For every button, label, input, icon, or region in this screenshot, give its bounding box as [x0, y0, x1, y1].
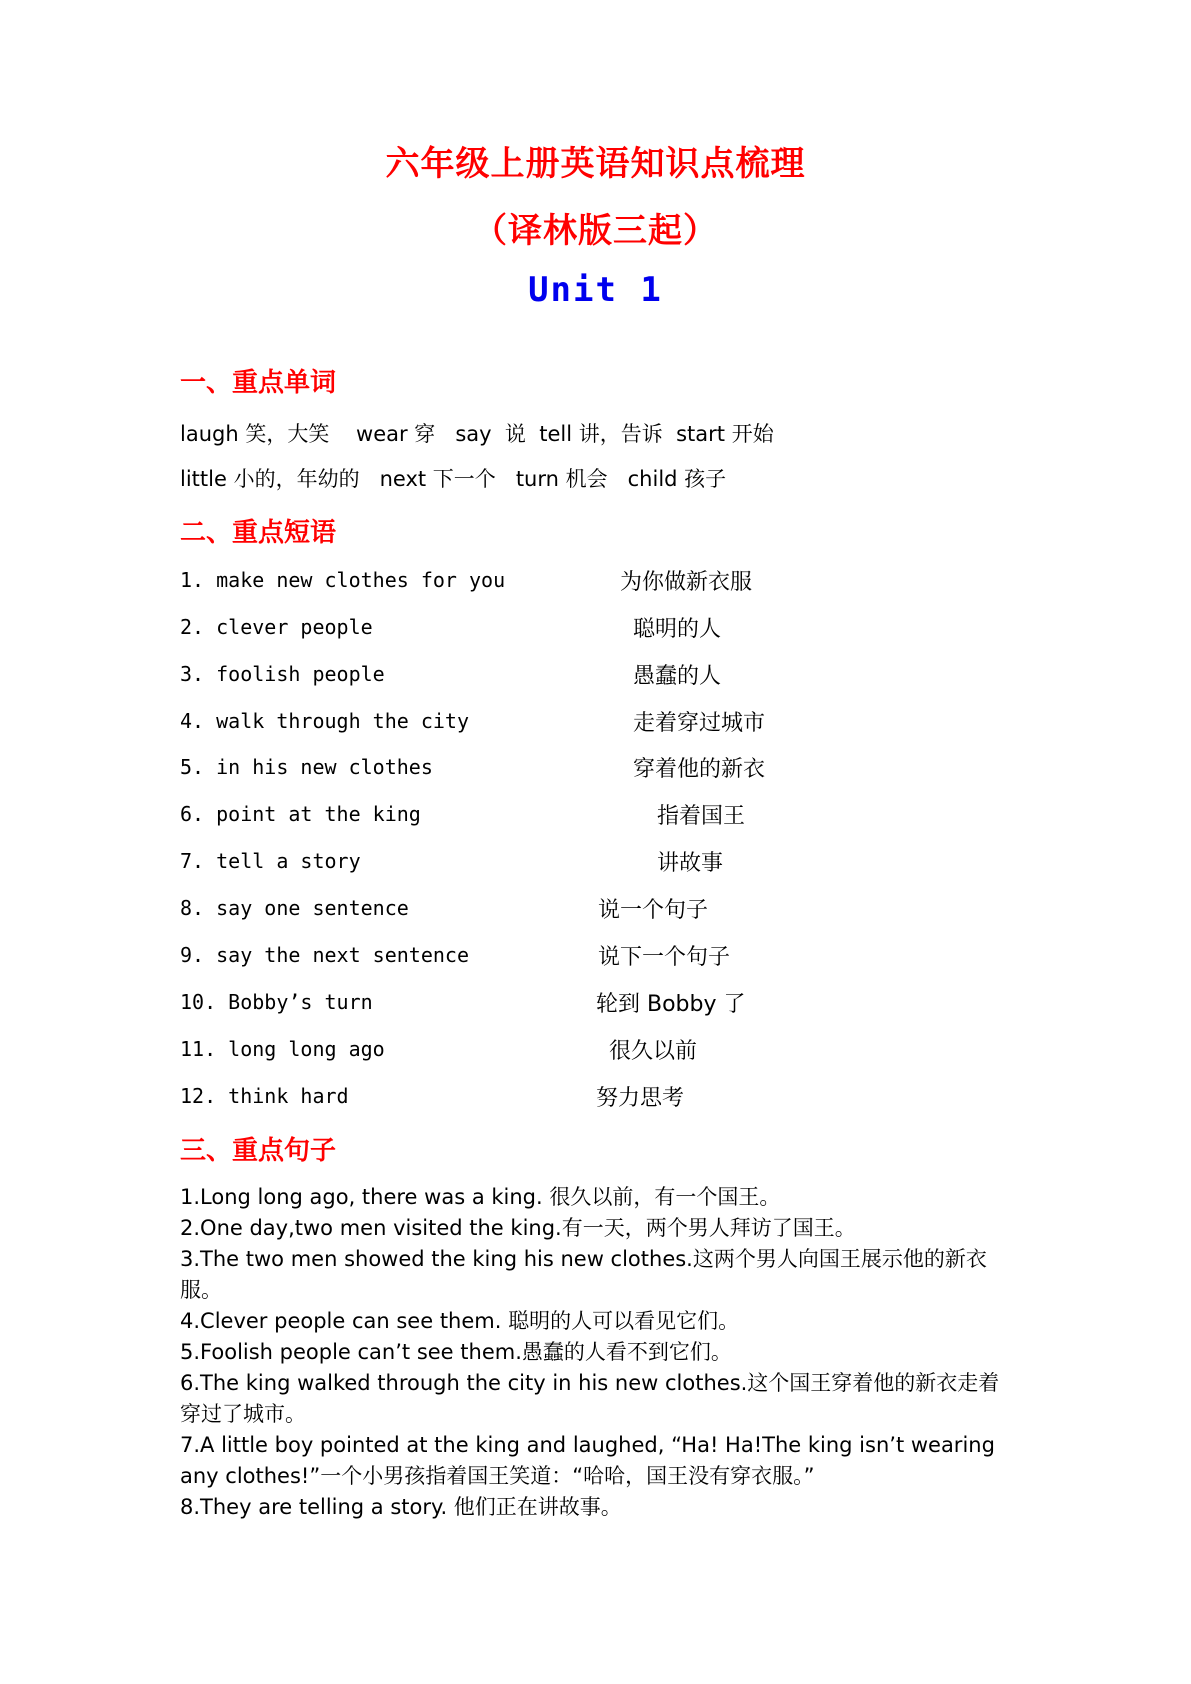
- phrase-en: 1. make new clothes for you: [180, 568, 506, 592]
- sentence-item: 1.Long long ago, there was a king. 很久以前，有一个国王。: [180, 1185, 781, 1209]
- phrase-zh: 讲故事: [657, 851, 724, 876]
- sentence-item: 4.Clever people can see them. 聪明的人可以看见它们。: [180, 1309, 740, 1333]
- section-heading-sentences: 三、重点句子: [180, 1136, 337, 1166]
- phrase-zh: 走着穿过城市: [633, 711, 766, 736]
- phrase-zh: 努力思考: [596, 1086, 685, 1111]
- phrase-zh: 愚蠢的人: [633, 664, 722, 689]
- document-subtitle: （译林版三起）: [473, 211, 718, 251]
- phrase-en: 12. think hard: [180, 1084, 349, 1108]
- phrase-en: 7. tell a story: [180, 849, 361, 873]
- section-heading-phrases: 二、重点短语: [180, 518, 337, 548]
- section-heading-words: 一、重点单词: [180, 368, 337, 398]
- sentence-item: 5.Foolish people can’t see them.愚蠢的人看不到它们。: [180, 1340, 732, 1364]
- phrase-zh: 轮到 Bobby 了: [596, 992, 746, 1017]
- sentence-item: 3.The two men showed the king his new clothes.这两个男人向国王展示他的新衣服。: [180, 1247, 987, 1302]
- phrase-en: 5. in his new clothes: [180, 755, 433, 779]
- phrase-en: 9. say the next sentence: [180, 943, 469, 967]
- words-row-2: little 小的，年幼的 next 下一个 turn 机会 child 孩子: [180, 467, 727, 491]
- sentence-list: [180, 1182, 1020, 1523]
- sentence-item: 8.They are telling a story. 他们正在讲故事。: [180, 1495, 622, 1519]
- phrase-en: 3. foolish people: [180, 662, 385, 686]
- phrase-zh: 聪明的人: [633, 617, 722, 642]
- phrase-zh: 说一个句子: [598, 898, 709, 923]
- phrase-en: 4. walk through the city: [180, 709, 469, 733]
- phrase-zh: 穿着他的新衣: [633, 757, 766, 782]
- phrase-zh: 指着国王: [657, 804, 746, 829]
- phrase-en: 2. clever people: [180, 615, 373, 639]
- phrase-zh: 为你做新衣服: [620, 570, 753, 595]
- phrase-en: 11. long long ago: [180, 1037, 385, 1061]
- phrase-en: 8. say one sentence: [180, 896, 409, 920]
- phrase-zh: 说下一个句子: [598, 945, 731, 970]
- document-title: 六年级上册英语知识点梳理: [385, 144, 806, 184]
- sentence-item: 2.One day,two men visited the king.有一天，两个男人拜访了国王。: [180, 1216, 856, 1240]
- sentence-item: 7.A little boy pointed at the king and laughed, “Ha! Ha!The king isn’t wearing any clothes!”一个小男孩指着国王笑道：“哈哈，国王没有穿衣服。”: [180, 1433, 995, 1488]
- sentence-item: 6.The king walked through the city in his new clothes.这个国王穿着他的新衣走着穿过了城市。: [180, 1371, 1000, 1426]
- unit-heading: Unit 1: [528, 270, 663, 310]
- phrase-en: 10. Bobby’s turn: [180, 990, 373, 1014]
- phrase-zh: 很久以前: [609, 1039, 698, 1064]
- words-row-1: laugh 笑，大笑 wear 穿 say 说 tell 讲，告诉 start 开始: [180, 422, 774, 446]
- phrase-en: 6. point at the king: [180, 802, 421, 826]
